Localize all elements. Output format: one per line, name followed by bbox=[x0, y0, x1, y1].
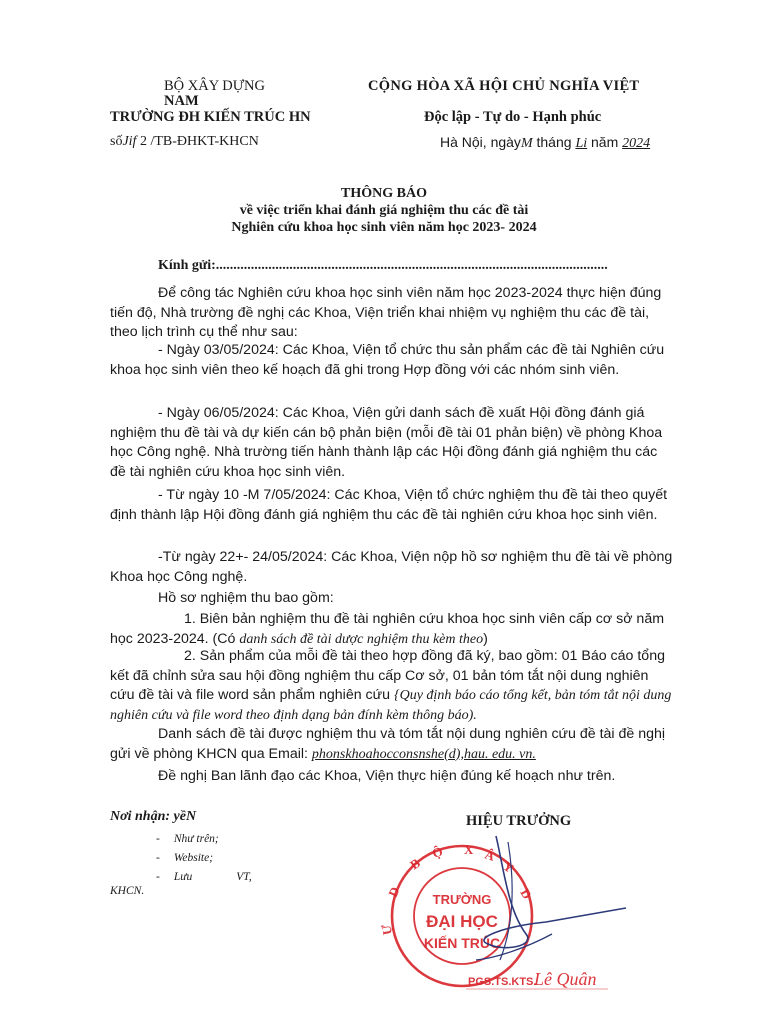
seal-text-line1: TRƯỜNG bbox=[432, 892, 492, 907]
dossier-item-1: 1. Biên bản nghiệm thu đề tài nghiên cứu khoa học sinh viên cấp cơ sở năm học 2023-2024. (Có danh sách đề tài dược nghiệm thu kèm theo) bbox=[110, 611, 665, 647]
email-address: phonskhoahocconsnshe(d),hau. edu. vn. bbox=[311, 746, 536, 762]
svg-text:X: X bbox=[464, 842, 474, 857]
national-motto: Độc lập - Tự do - Hạnh phúc bbox=[424, 109, 602, 125]
notice-title: THÔNG BÁO bbox=[341, 186, 427, 201]
greeting: Kính gửi:................................................................................................................ bbox=[158, 258, 608, 273]
recipient-2: - Website; bbox=[156, 852, 214, 864]
recipient-3: - Lưu VT, bbox=[156, 871, 252, 883]
schedule-item-2: - Ngày 06/05/2024: Các Khoa, Viện gửi danh sách đề xuất Hội đồng đánh giá nghiệm thu đề tài và dự kiến cán bộ phản biện (mỗi đề tài 01 phản biện) về phòng Khoa học Công nghệ. Nhà trường tiến hành thành lập các Hội đồng đánh giá nghiệm thu các đề tài nghiên cứu khoa học sinh viên. bbox=[110, 405, 663, 480]
document-number: sốJif 2 /TB-ĐHKT-KHCN bbox=[110, 134, 259, 149]
svg-text:Â: Â bbox=[483, 846, 497, 864]
seal-text-line3: KIẾN TRÚC bbox=[423, 935, 501, 951]
closing-paragraph: Đề nghị Ban lãnh đạo các Khoa, Viện thực hiện đúng kế hoạch như trên. bbox=[158, 768, 616, 784]
dossier-heading: Hồ sơ nghiệm thu bao gồm: bbox=[158, 590, 334, 606]
date-line: Hà Nội, ngàyM tháng Li năm 2024 bbox=[440, 134, 651, 151]
svg-text:D: D bbox=[385, 884, 403, 900]
recipient-3-continued: KHCN. bbox=[110, 885, 145, 897]
official-seal-and-signature bbox=[376, 830, 636, 1020]
svg-text:Ự: Ự bbox=[378, 923, 395, 937]
svg-text:Y: Y bbox=[500, 858, 517, 876]
notice-subject-line1: về việc triển khai đánh giá nghiệm thu các đề tài bbox=[239, 203, 529, 218]
svg-text:B: B bbox=[407, 855, 423, 873]
signer-title: PGS.TS.KTS. bbox=[468, 976, 537, 988]
signatory-title: HIỆU TRƯỞNG bbox=[466, 813, 572, 829]
svg-text:Ộ: Ộ bbox=[430, 843, 445, 861]
ministry-name-line2: NAM bbox=[164, 93, 199, 109]
notice-subject-line2: Nghiên cứu khoa học sinh viên năm học 2023- 2024 bbox=[231, 220, 537, 235]
svg-text:D: D bbox=[517, 886, 536, 902]
recipient-1: - Như trên; bbox=[156, 833, 219, 845]
school-name: TRƯỜNG ĐH KIẾN TRÚC HN bbox=[110, 109, 311, 125]
schedule-item-1: - Ngày 03/05/2024: Các Khoa, Viện tổ chức thu sản phẩm các đề tài Nghiên cứu khoa học sinh viên theo kế hoạch đã ghi trong Hợp đồng với các nhóm sinh viên. bbox=[110, 342, 665, 378]
dossier-item-2: 2. Sản phẩm của mỗi đề tài theo hợp đồng đã ký, bao gồm: 01 Báo cáo tổng kết đã chỉnh sửa sau hội đồng nghiệm thu cấp Cơ sở, 01 bản tóm tắt nội dung nghiên cứu đề tài và file word sản phẩm nghiên cứu {Quy định báo cáo tổng kết, bản tóm tắt nội dung nghiên cứu và file word theo định dạng bản đính kèm thông báo). bbox=[110, 648, 672, 723]
seal-text-line2: ĐẠI HỌC bbox=[426, 912, 498, 931]
schedule-item-4: -Từ ngày 22+- 24/05/2024: Các Khoa, Viện nộp hồ sơ nghiệm thu đề tài về phòng Khoa học Công nghệ. bbox=[110, 549, 673, 585]
signer-name: Lê Quân bbox=[534, 969, 597, 989]
intro-paragraph: Để công tác Nghiên cứu khoa học sinh viên năm học 2023-2024 thực hiện đúng tiến độ, Nhà trường đề nghị các Khoa, Viện triển khai nhiệm vụ nghiệm thu các đề tài, theo lịch trình cụ thể như sau: bbox=[110, 285, 662, 340]
ministry-name: BỘ XÂY DỰNG bbox=[164, 78, 265, 94]
country-name: CỘNG HÒA XÃ HỘI CHỦ NGHĨA VIỆT bbox=[368, 78, 640, 94]
email-instruction: Danh sách đề tài được nghiệm thu và tóm tắt nội dung nghiên cứu đề tài đề nghị gửi về phòng KHCN qua Email: phonskhoahocconsnshe(d),hau. edu. vn. bbox=[110, 726, 666, 762]
recipients-heading: Nơi nhận: yềN bbox=[110, 809, 197, 824]
schedule-item-3: - Từ ngày 10 -M 7/05/2024: Các Khoa, Viện tổ chức nghiệm thu đề tài theo quyết định thành lập Hội đồng đánh giá nghiệm thu các đề tài nghiên cứu khoa học sinh viên. bbox=[110, 487, 668, 523]
